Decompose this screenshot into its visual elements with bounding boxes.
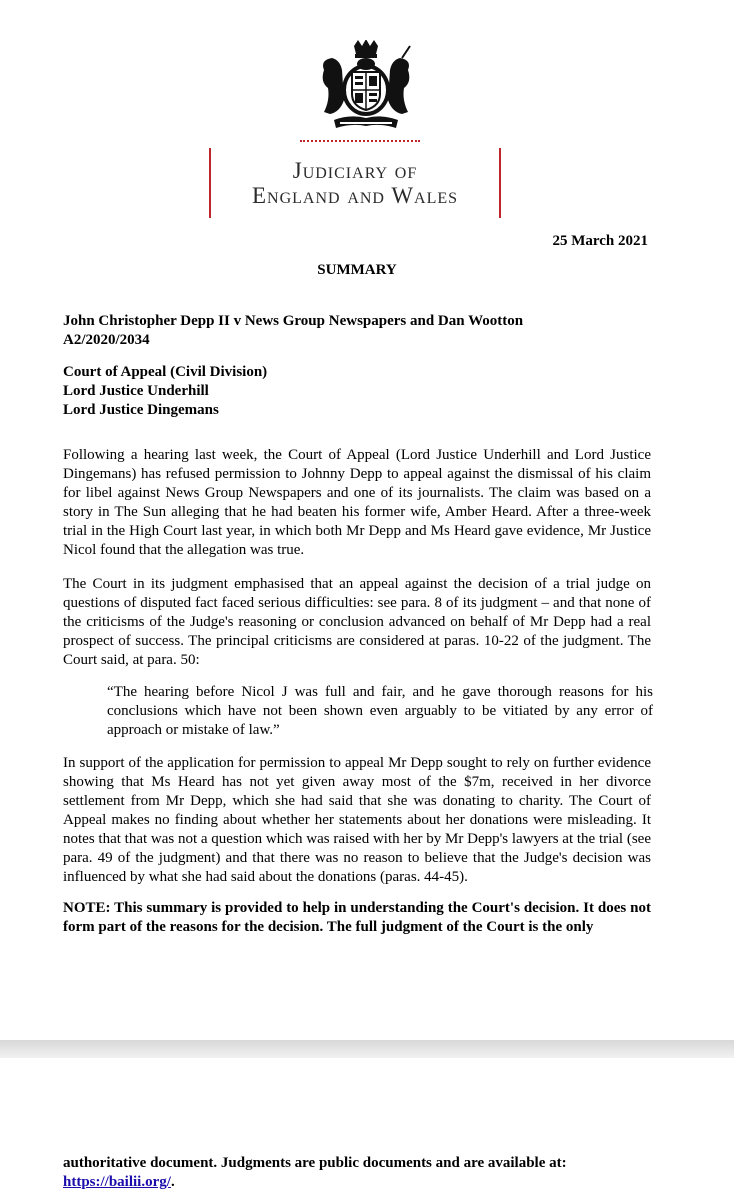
link-suffix: . [170,1174,175,1190]
judge-underhill: Lord Justice Underhill [63,383,209,399]
court-block [63,363,267,420]
paragraph-1: Following a hearing last week, the Court of Appeal (Lord Justice Underhill and Lord Justice Dingemans) has refused permission to Johnny Depp to appeal against the dismissal of his claim for libel against News Group Newspapers and one of its journalists. The claim was based on a story in The Sun alleging that he had beaten his former wife, Amber Heard. After a three-week trial in the High Court last year, in which both Mr Depp and Ms Heard gave evidence, Mr Justice Nicol found that the allegation was true. [63,447,651,558]
left-red-rule [209,148,211,218]
document-date: 25 March 2021 [552,233,648,249]
case-name: John Christopher Depp II v News Group Newspapers and Dan Wootton [63,313,524,329]
judgment-quote: “The hearing before Nicol J was full and fair, and he gave thorough reasons for his conclusions which have not been shown even arguably to be vitiated by any error of approach or mistake of law.” [107,684,653,738]
bailii-link[interactable]: https://bailii.org/ [63,1174,171,1190]
brand-line-2: England and Wales [251,183,459,208]
continuation-text: authoritative document. Judgments are public documents and are available at: [63,1155,567,1171]
judge-dingemans: Lord Justice Dingemans [63,402,219,418]
case-block [63,312,523,350]
decorative-dotted-rule [300,140,420,146]
link-line [63,1173,567,1192]
royal-coat-of-arms-icon [310,40,422,132]
case-number: A2/2020/2034 [63,332,150,348]
page-break-divider [0,1040,734,1058]
summary-heading: SUMMARY [317,262,397,278]
court-name: Court of Appeal (Civil Division) [63,364,268,380]
right-red-rule [499,148,501,218]
paragraph-3: In support of the application for permission to appeal Mr Depp sought to rely on further evidence showing that Ms Heard has not yet given away most of the $7m, received in her divorce settlement from Mr Depp, which she had said that she was donating to charity. The Court of Appeal makes no finding about whether her statements about her donations were misleading. It notes that that was not a question which was raised with her by Mr Depp's lawyers at the trial (see para. 49 of the judgment) and that there was no reason to believe that the Judge's decision was influenced by what she had said about the donations (paras. 44-45). [63,755,651,885]
continuation-paragraph [63,1154,567,1192]
note-paragraph: NOTE: This summary is provided to help in understanding the Court's decision. It does not form part of the reasons for the decision. The full judgment of the Court is the only [63,900,651,935]
brand-line-1: Judiciary of [292,158,418,183]
paragraph-2: The Court in its judgment emphasised that an appeal against the decision of a trial judge on questions of disputed fact faced serious difficulties: see para. 8 of its judgment – and that none of the criticisms of the Judge's reasoning or conclusion advanced on behalf of Mr Depp had a real prospect of success. The principal criticisms are considered at paras. 10-22 of the judgment. The Court said, at para. 50: [63,576,651,668]
